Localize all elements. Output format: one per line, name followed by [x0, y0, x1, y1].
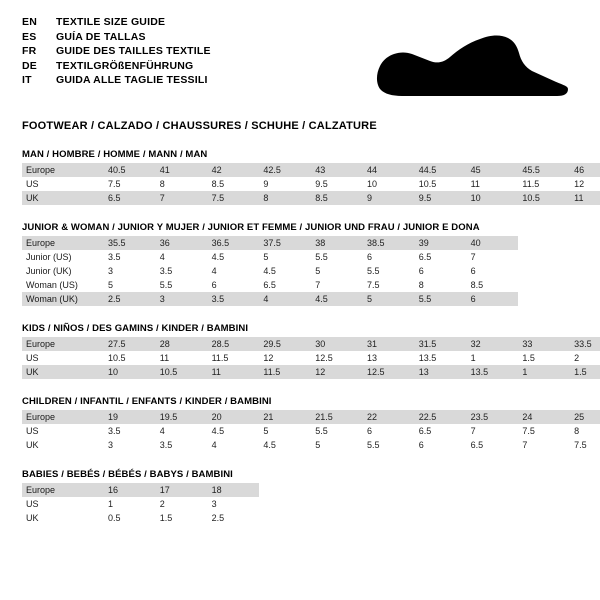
table-cell: 10 — [363, 177, 415, 191]
table-cell: 9 — [363, 191, 415, 205]
language-code: ES — [22, 30, 37, 43]
table-cell: 2.5 — [104, 292, 156, 306]
table-row — [22, 365, 600, 379]
table-cell: 3 — [104, 438, 156, 452]
table-cell: 3.5 — [104, 250, 156, 264]
table-cell: 32 — [467, 337, 519, 351]
row-label: US — [22, 497, 104, 511]
table-cell: 5 — [259, 250, 311, 264]
table-cell: 8 — [415, 278, 467, 292]
size-group-kids — [22, 323, 592, 379]
table-cell: 39 — [415, 236, 467, 250]
language-title: GUIDE DES TAILLES TEXTILE — [56, 45, 211, 58]
language-row — [22, 60, 211, 75]
table-cell: 8 — [259, 191, 311, 205]
table-cell: 12 — [259, 351, 311, 365]
table-cell: 1 — [467, 351, 519, 365]
table-cell: 8.5 — [467, 278, 519, 292]
language-row — [22, 16, 211, 31]
table-cell: 38 — [311, 236, 363, 250]
table-cell: 24 — [518, 410, 570, 424]
row-label: US — [22, 351, 104, 365]
size-group-junior-woman — [22, 222, 578, 306]
table-cell: 12.5 — [311, 351, 363, 365]
size-table-children — [22, 410, 600, 452]
table-cell: 6.5 — [415, 424, 467, 438]
table-cell: 5 — [311, 264, 363, 278]
row-label: Europe — [22, 410, 104, 424]
table-cell: 7.5 — [518, 424, 570, 438]
table-cell: 43 — [311, 163, 363, 177]
size-table-body — [22, 163, 600, 205]
table-cell: 4.5 — [311, 292, 363, 306]
table-row — [22, 250, 518, 264]
row-label: Woman (US) — [22, 278, 104, 292]
table-cell: 13.5 — [467, 365, 519, 379]
table-row — [22, 278, 518, 292]
table-cell: 6.5 — [415, 250, 467, 264]
table-cell: 12 — [570, 177, 600, 191]
table-cell: 3 — [156, 292, 208, 306]
table-cell: 7 — [311, 278, 363, 292]
table-cell: 2.5 — [208, 511, 260, 525]
language-row — [22, 31, 211, 46]
row-label: Europe — [22, 163, 104, 177]
table-cell: 1.5 — [156, 511, 208, 525]
table-cell: 5.5 — [363, 264, 415, 278]
table-cell: 5.5 — [311, 424, 363, 438]
table-cell: 7.5 — [208, 191, 260, 205]
table-cell: 9.5 — [415, 191, 467, 205]
table-cell: 17 — [156, 483, 208, 497]
table-cell: 4 — [259, 292, 311, 306]
table-cell: 2 — [570, 351, 600, 365]
group-title: KIDS / NIÑOS / DES GAMINS / KINDER / BAMBINI — [22, 323, 249, 334]
table-cell: 5 — [311, 438, 363, 452]
group-title: MAN / HOMBRE / HOMME / MANN / MAN — [22, 149, 208, 160]
row-label: US — [22, 177, 104, 191]
table-cell: 18 — [208, 483, 260, 497]
table-cell: 1 — [104, 497, 156, 511]
table-row — [22, 410, 600, 424]
table-cell: 20 — [208, 410, 260, 424]
table-cell: 5 — [259, 424, 311, 438]
table-cell: 28.5 — [208, 337, 260, 351]
table-cell: 11 — [208, 365, 260, 379]
table-cell: 9 — [259, 177, 311, 191]
table-row — [22, 264, 518, 278]
table-cell: 6 — [363, 250, 415, 264]
table-cell: 4 — [156, 250, 208, 264]
table-row — [22, 177, 600, 191]
table-row — [22, 483, 259, 497]
table-cell: 7 — [518, 438, 570, 452]
table-cell: 10.5 — [104, 351, 156, 365]
table-cell: 42.5 — [259, 163, 311, 177]
table-cell: 7.5 — [104, 177, 156, 191]
row-label: Europe — [22, 236, 104, 250]
table-cell: 1.5 — [518, 351, 570, 365]
table-cell: 6 — [208, 278, 260, 292]
row-label: Woman (UK) — [22, 292, 104, 306]
table-cell: 11.5 — [208, 351, 260, 365]
dress-shoe-icon — [372, 32, 572, 102]
table-cell: 5 — [363, 292, 415, 306]
table-cell: 31 — [363, 337, 415, 351]
table-cell: 45 — [467, 163, 519, 177]
table-cell: 33 — [518, 337, 570, 351]
table-cell: 3 — [208, 497, 260, 511]
table-row — [22, 438, 600, 452]
table-cell: 21 — [259, 410, 311, 424]
size-table-body — [22, 236, 518, 306]
table-cell: 4 — [208, 438, 260, 452]
table-cell: 28 — [156, 337, 208, 351]
table-cell: 36.5 — [208, 236, 260, 250]
table-row — [22, 337, 600, 351]
table-cell: 4.5 — [259, 438, 311, 452]
table-cell: 8 — [570, 424, 600, 438]
table-cell: 19 — [104, 410, 156, 424]
table-cell: 42 — [208, 163, 260, 177]
group-title: CHILDREN / INFANTIL / ENFANTS / KINDER / BAMBINI — [22, 396, 272, 407]
language-code: IT — [22, 74, 32, 87]
table-cell: 4.5 — [259, 264, 311, 278]
table-cell: 3.5 — [156, 264, 208, 278]
table-cell: 5.5 — [156, 278, 208, 292]
table-cell: 8.5 — [208, 177, 260, 191]
row-label: Europe — [22, 337, 104, 351]
table-cell: 8 — [156, 177, 208, 191]
table-cell: 2 — [156, 497, 208, 511]
table-cell: 3.5 — [104, 424, 156, 438]
table-cell: 7 — [467, 424, 519, 438]
table-cell: 12.5 — [363, 365, 415, 379]
group-title: BABIES / BEBÉS / BÉBÉS / BABYS / BAMBINI — [22, 469, 233, 480]
table-cell: 16 — [104, 483, 156, 497]
table-cell: 6 — [467, 292, 519, 306]
table-row — [22, 351, 600, 365]
table-cell: 5.5 — [415, 292, 467, 306]
row-label: UK — [22, 511, 104, 525]
table-cell: 7.5 — [363, 278, 415, 292]
table-cell: 27.5 — [104, 337, 156, 351]
language-row — [22, 45, 211, 60]
table-cell: 6 — [363, 424, 415, 438]
table-cell: 4.5 — [208, 250, 260, 264]
language-title-list — [22, 16, 211, 89]
size-table-body — [22, 410, 600, 452]
table-cell: 13 — [415, 365, 467, 379]
table-cell: 6 — [415, 264, 467, 278]
table-cell: 6 — [467, 264, 519, 278]
table-cell: 6.5 — [104, 191, 156, 205]
table-cell: 11 — [156, 351, 208, 365]
table-cell: 9.5 — [311, 177, 363, 191]
table-row — [22, 163, 600, 177]
size-table-man — [22, 163, 600, 205]
table-cell: 45.5 — [518, 163, 570, 177]
table-cell: 13.5 — [415, 351, 467, 365]
table-cell: 37.5 — [259, 236, 311, 250]
table-row — [22, 497, 259, 511]
table-cell: 4.5 — [208, 424, 260, 438]
table-cell: 22.5 — [415, 410, 467, 424]
table-row — [22, 424, 600, 438]
table-cell: 30 — [311, 337, 363, 351]
language-row — [22, 74, 211, 89]
table-cell: 3.5 — [156, 438, 208, 452]
language-title: TEXTILGRÖßENFÜHRUNG — [56, 59, 194, 72]
table-cell: 11.5 — [259, 365, 311, 379]
table-cell: 11.5 — [518, 177, 570, 191]
table-cell: 29.5 — [259, 337, 311, 351]
table-cell: 13 — [363, 351, 415, 365]
row-label: UK — [22, 365, 104, 379]
table-row — [22, 236, 518, 250]
table-cell: 25 — [570, 410, 600, 424]
table-cell: 33.5 — [570, 337, 600, 351]
language-code: DE — [22, 59, 37, 72]
table-cell: 23.5 — [467, 410, 519, 424]
table-cell: 10.5 — [518, 191, 570, 205]
table-cell: 5.5 — [363, 438, 415, 452]
table-cell: 3.5 — [208, 292, 260, 306]
table-cell: 7 — [156, 191, 208, 205]
row-label: UK — [22, 191, 104, 205]
table-cell: 40.5 — [104, 163, 156, 177]
table-cell: 31.5 — [415, 337, 467, 351]
size-table-kids — [22, 337, 600, 379]
table-cell: 1 — [518, 365, 570, 379]
row-label: Europe — [22, 483, 104, 497]
row-label: UK — [22, 438, 104, 452]
table-cell: 1.5 — [570, 365, 600, 379]
table-cell: 0.5 — [104, 511, 156, 525]
group-title: JUNIOR & WOMAN / JUNIOR Y MUJER / JUNIOR ET FEMME / JUNIOR UND FRAU / JUNIOR E DONA — [22, 222, 480, 233]
table-cell: 21.5 — [311, 410, 363, 424]
table-cell: 12 — [311, 365, 363, 379]
page-header — [22, 16, 578, 108]
language-title: TEXTILE SIZE GUIDE — [56, 16, 166, 28]
language-title-list-body — [22, 16, 211, 89]
language-code: EN — [22, 16, 37, 28]
table-cell: 7 — [467, 250, 519, 264]
table-row — [22, 191, 600, 205]
language-title: GUIDA ALLE TAGLIE TESSILI — [56, 74, 208, 87]
table-cell: 38.5 — [363, 236, 415, 250]
table-cell: 19.5 — [156, 410, 208, 424]
size-group-babies — [22, 469, 578, 525]
table-cell: 6.5 — [467, 438, 519, 452]
table-cell: 6.5 — [259, 278, 311, 292]
table-cell: 10.5 — [156, 365, 208, 379]
table-cell: 40 — [467, 236, 519, 250]
table-cell: 5 — [104, 278, 156, 292]
row-label: US — [22, 424, 104, 438]
table-cell: 11 — [570, 191, 600, 205]
size-table-body — [22, 337, 600, 379]
size-group-man — [22, 149, 585, 205]
table-cell: 11 — [467, 177, 519, 191]
table-cell: 3 — [104, 264, 156, 278]
size-table-body — [22, 483, 259, 525]
table-cell: 4 — [156, 424, 208, 438]
table-cell: 41 — [156, 163, 208, 177]
size-table-junior-woman — [22, 236, 518, 306]
page-title: FOOTWEAR / CALZADO / CHAUSSURES / SCHUHE / CALZATURE — [22, 120, 377, 132]
language-title: GUÍA DE TALLAS — [56, 30, 146, 43]
table-row — [22, 292, 518, 306]
size-table-babies — [22, 483, 259, 525]
table-cell: 8.5 — [311, 191, 363, 205]
table-cell: 6 — [415, 438, 467, 452]
size-group-children — [22, 396, 587, 452]
table-cell: 44.5 — [415, 163, 467, 177]
table-cell: 10.5 — [415, 177, 467, 191]
table-cell: 46 — [570, 163, 600, 177]
table-cell: 44 — [363, 163, 415, 177]
table-cell: 35.5 — [104, 236, 156, 250]
row-label: Junior (UK) — [22, 264, 104, 278]
row-label: Junior (US) — [22, 250, 104, 264]
table-cell: 36 — [156, 236, 208, 250]
table-cell: 4 — [208, 264, 260, 278]
table-cell: 10 — [104, 365, 156, 379]
table-cell: 7.5 — [570, 438, 600, 452]
table-row — [22, 511, 259, 525]
table-cell: 22 — [363, 410, 415, 424]
language-code: FR — [22, 45, 37, 58]
table-cell: 5.5 — [311, 250, 363, 264]
table-cell: 10 — [467, 191, 519, 205]
